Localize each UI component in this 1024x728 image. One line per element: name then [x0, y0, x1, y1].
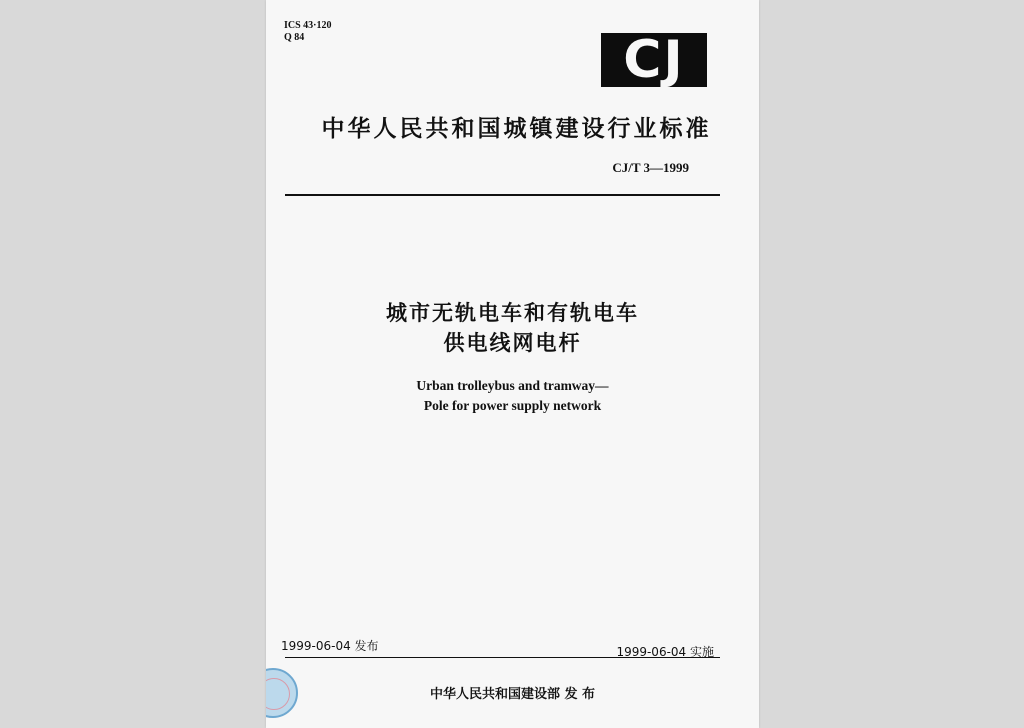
bottom-divider — [285, 657, 720, 658]
english-title — [266, 376, 759, 416]
top-divider — [285, 194, 720, 196]
english-title-line1: Urban trolleybus and tramway— — [416, 378, 609, 393]
class-code: Q 84 — [284, 32, 305, 43]
chinese-title-line1: 城市无轨电车和有轨电车 — [386, 301, 639, 325]
ics-code: ICS 43·120 — [284, 20, 332, 31]
english-title-line2: Pole for power supply network — [423, 398, 602, 413]
seal-stamp-inner — [266, 678, 290, 710]
implementation-date: 1999-06-04 实施 — [616, 645, 714, 659]
chinese-title — [266, 298, 759, 358]
standard-number: CJ/T 3—1999 — [612, 160, 689, 175]
seal-stamp — [266, 668, 298, 718]
publisher: 中华人民共和国建设部 发 布 — [429, 687, 596, 702]
classification-codes — [284, 20, 332, 44]
document-page — [266, 0, 759, 728]
issue-date: 1999-06-04 发布 — [281, 639, 379, 653]
chinese-title-line2: 供电线网电杆 — [443, 331, 582, 355]
standard-category: 中华人民共和国城镇建设行业标准 — [321, 116, 712, 142]
cj-logo: CJ — [601, 33, 707, 87]
